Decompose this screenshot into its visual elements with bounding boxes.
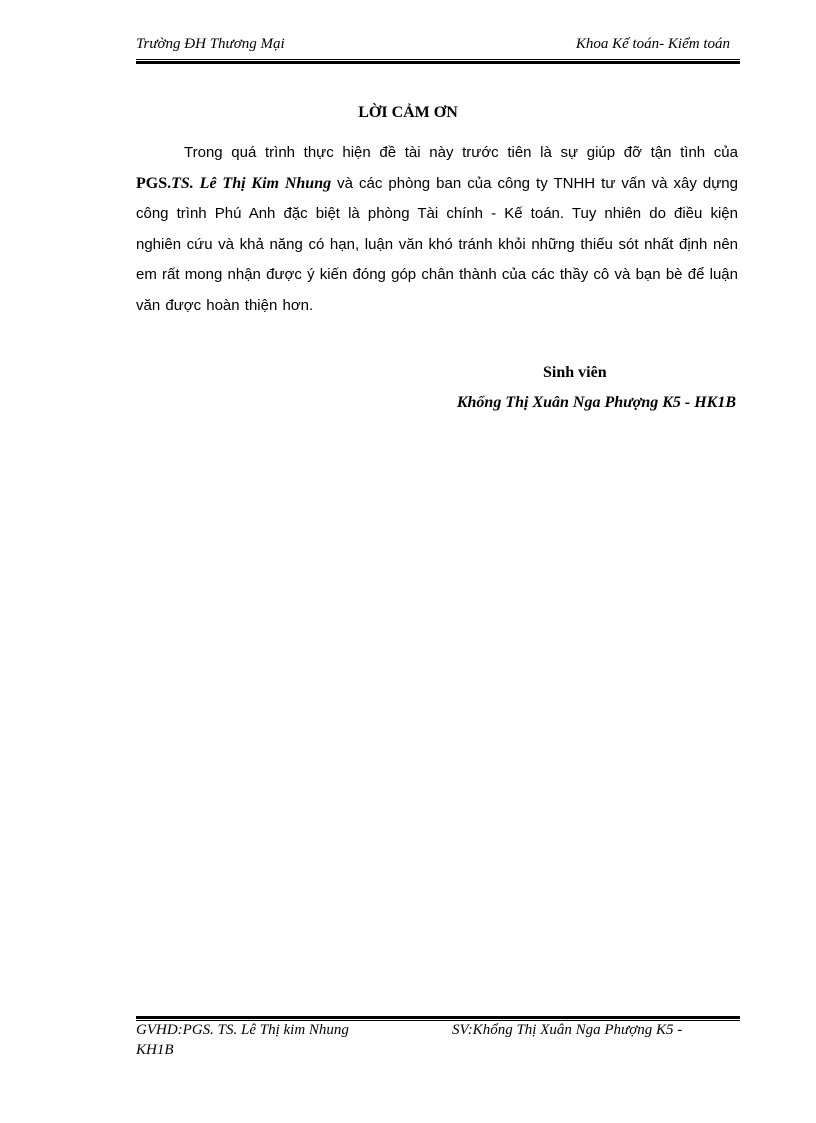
advisor-name-italic: TS. Lê Thị Kim Nhung	[171, 174, 332, 192]
paragraph-intro: Trong quá trình thực hiện đề tài này trước tiên là sự giúp đỡ tận tình của	[184, 144, 738, 161]
signature-name: Khổng Thị Xuân Nga Phượng K5 - HK1B	[456, 394, 736, 411]
paragraph-rest: và các phòng ban của công ty TNHH tư vấn và xây dựng công trình Phú Anh đặc biệt là phòng Tài chính - Kế toán. Tuy nhiên do điều kiện nghiên cứu và khả năng có hạn, luận văn khó tránh khỏi những thiếu sót nhất định nên em rất mong nhận được ý kiến đóng góp chân thành của các thầy cô và bạn bè để luận văn được hoàn thiện hơn.	[136, 174, 738, 314]
header-faculty: Khoa Kế toán- Kiểm toán	[575, 36, 730, 52]
acknowledgement-paragraph	[136, 138, 738, 321]
header-rule-thin	[136, 59, 740, 60]
page-title: LỜI CẢM ƠN	[358, 104, 458, 121]
footer-advisor: GVHD:PGS. TS. Lê Thị kim Nhung	[136, 1022, 349, 1038]
footer-student: SV:Khổng Thị Xuân Nga Phượng K5 -	[452, 1022, 683, 1038]
footer-rule-thin	[136, 1020, 740, 1021]
advisor-name	[136, 175, 331, 192]
signature-label: Sinh viên	[543, 364, 607, 381]
footer-rule-thick	[136, 1016, 740, 1019]
header-rule-thick	[136, 61, 740, 64]
footer-student-class: KH1B	[136, 1042, 174, 1058]
advisor-title-prefix: PGS.	[136, 174, 172, 192]
header-university: Trường ĐH Thương Mại	[136, 36, 285, 52]
